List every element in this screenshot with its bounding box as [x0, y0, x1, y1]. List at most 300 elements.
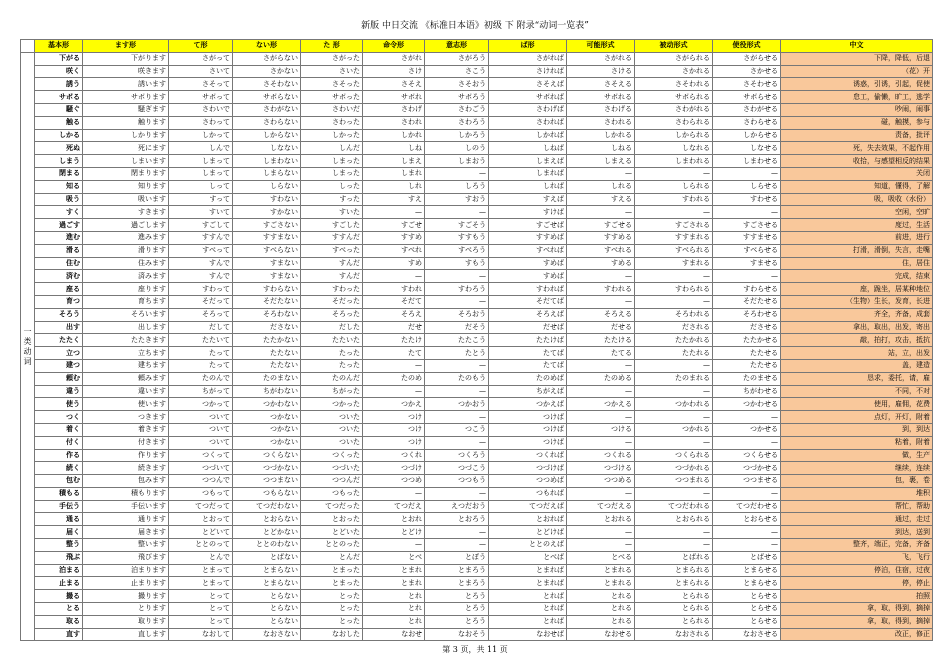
table-cell: つかわせる: [713, 398, 781, 411]
chinese-cell: 拍照: [781, 590, 933, 603]
table-cell: サボらない: [233, 91, 301, 104]
table-cell: しまわせる: [713, 155, 781, 168]
table-cell: —: [567, 206, 635, 219]
table-cell: だした: [301, 321, 363, 334]
table-cell: 下がります: [83, 52, 169, 65]
base-form-cell: 進む: [35, 231, 83, 244]
table-cell: つかった: [301, 398, 363, 411]
table-cell: たて: [363, 347, 425, 360]
table-cell: すまない: [233, 257, 301, 270]
table-cell: 出します: [83, 321, 169, 334]
table-cell: すえば: [489, 193, 567, 206]
table-cell: とおろう: [425, 513, 489, 526]
base-form-cell: 撮る: [35, 590, 83, 603]
table-cell: しかれる: [567, 129, 635, 142]
table-cell: たのんだ: [301, 372, 363, 385]
base-form-cell: つく: [35, 411, 83, 424]
table-cell: とまられる: [635, 577, 713, 590]
table-cell: —: [635, 295, 713, 308]
table-cell: とばせる: [713, 551, 781, 564]
table-cell: —: [363, 487, 425, 500]
table-cell: すって: [169, 193, 233, 206]
col-header: ない形: [233, 40, 301, 53]
table-cell: すえ: [363, 193, 425, 206]
table-cell: とれる: [567, 590, 635, 603]
table-cell: しまった: [301, 167, 363, 180]
table-cell: サボれば: [489, 91, 567, 104]
table-cell: てつだわない: [233, 500, 301, 513]
table-cell: さわいで: [169, 103, 233, 116]
table-cell: すきます: [83, 206, 169, 219]
table-cell: たたかせる: [713, 334, 781, 347]
base-form-cell: 誘う: [35, 78, 83, 91]
chinese-cell: 前进，进行: [781, 231, 933, 244]
col-header: ます形: [83, 40, 169, 53]
table-cell: とります: [83, 603, 169, 616]
table-cell: たたせる: [713, 359, 781, 372]
table-cell: —: [425, 436, 489, 449]
table-cell: とって: [169, 615, 233, 628]
table-cell: ととのわない: [233, 539, 301, 552]
table-cell: 違います: [83, 385, 169, 398]
table-cell: たのませる: [713, 372, 781, 385]
table-cell: すごせる: [567, 219, 635, 232]
page-title: 新版 中日交流 《标准日本语》初级 下 附录“动词一览表”: [361, 21, 589, 31]
table-cell: —: [567, 436, 635, 449]
table-cell: 届きます: [83, 526, 169, 539]
table-row: [21, 462, 933, 475]
table-cell: たのまない: [233, 372, 301, 385]
chinese-cell: 使用，雇佣，花费: [781, 398, 933, 411]
table-cell: とれ: [363, 590, 425, 603]
table-cell: 済みます: [83, 270, 169, 283]
table-cell: つづけば: [489, 462, 567, 475]
verb-group-label: 一类动词: [21, 52, 35, 641]
chinese-cell: 点灯，开灯，附着: [781, 411, 933, 424]
table-cell: たたいた: [301, 334, 363, 347]
table-cell: つかない: [233, 436, 301, 449]
table-cell: そろって: [169, 308, 233, 321]
table-cell: すめば: [489, 270, 567, 283]
table-cell: —: [567, 270, 635, 283]
table-cell: しねる: [567, 142, 635, 155]
table-cell: だせる: [567, 321, 635, 334]
table-cell: —: [363, 359, 425, 372]
table-cell: つけ: [363, 436, 425, 449]
table-cell: さかない: [233, 65, 301, 78]
table-cell: —: [713, 436, 781, 449]
base-form-cell: 過ごす: [35, 219, 83, 232]
table-cell: つくった: [301, 449, 363, 462]
table-cell: たたかない: [233, 334, 301, 347]
table-cell: 整います: [83, 539, 169, 552]
table-cell: —: [713, 411, 781, 424]
base-form-cell: 下がる: [35, 52, 83, 65]
table-cell: しかれば: [489, 129, 567, 142]
table-cell: すすめば: [489, 231, 567, 244]
table-cell: 着きます: [83, 423, 169, 436]
table-cell: しれる: [567, 180, 635, 193]
base-form-cell: しまう: [35, 155, 83, 168]
table-cell: すわらせる: [713, 283, 781, 296]
table-cell: とまらせる: [713, 564, 781, 577]
table-cell: さわげ: [363, 103, 425, 116]
table-cell: ととのえば: [489, 539, 567, 552]
table-cell: すごされる: [635, 219, 713, 232]
table-cell: —: [635, 167, 713, 180]
chinese-cell: 诱惑，引诱，引起，促使: [781, 78, 933, 91]
chinese-cell: 堆积: [781, 487, 933, 500]
table-cell: とおれば: [489, 513, 567, 526]
table-cell: とられる: [635, 603, 713, 616]
table-cell: さかせる: [713, 65, 781, 78]
table-row: [21, 475, 933, 488]
table-cell: とばない: [233, 551, 301, 564]
table-cell: なおせ: [363, 628, 425, 641]
table-cell: とらない: [233, 603, 301, 616]
base-form-cell: 包む: [35, 475, 83, 488]
col-header: 命令形: [363, 40, 425, 53]
table-cell: たてば: [489, 359, 567, 372]
base-form-cell: 咲く: [35, 65, 83, 78]
table-cell: とどけば: [489, 526, 567, 539]
table-cell: とった: [301, 590, 363, 603]
table-cell: 手伝います: [83, 500, 169, 513]
table-cell: すすめる: [567, 231, 635, 244]
table-cell: 飛びます: [83, 551, 169, 564]
table-cell: とまれ: [363, 577, 425, 590]
table-cell: とどけ: [363, 526, 425, 539]
base-form-cell: 座る: [35, 283, 83, 296]
table-cell: しまらない: [233, 167, 301, 180]
table-cell: たって: [169, 347, 233, 360]
chinese-cell: 吸，吸收（水份）: [781, 193, 933, 206]
table-cell: —: [635, 487, 713, 500]
table-cell: 育ちます: [83, 295, 169, 308]
base-form-cell: 死ぬ: [35, 142, 83, 155]
table-cell: サボろう: [425, 91, 489, 104]
table-cell: 直します: [83, 628, 169, 641]
table-cell: すいた: [301, 206, 363, 219]
table-row: [21, 487, 933, 500]
table-cell: サボれ: [363, 91, 425, 104]
table-cell: さわげば: [489, 103, 567, 116]
table-cell: —: [363, 270, 425, 283]
table-cell: だそう: [425, 321, 489, 334]
chinese-cell: 拿出，取出，出发，寄出: [781, 321, 933, 334]
table-row: [21, 129, 933, 142]
table-cell: つくろう: [425, 449, 489, 462]
table-cell: すませる: [713, 257, 781, 270]
table-cell: たたいて: [169, 334, 233, 347]
table-cell: すすまない: [233, 231, 301, 244]
table-cell: つつめ: [363, 475, 425, 488]
table-cell: とどいて: [169, 526, 233, 539]
table-cell: とんで: [169, 551, 233, 564]
table-cell: すまれる: [635, 257, 713, 270]
table-cell: てつだえる: [567, 500, 635, 513]
table-cell: とおれる: [567, 513, 635, 526]
base-form-cell: 騒ぐ: [35, 103, 83, 116]
table-cell: すわれる: [567, 283, 635, 296]
table-row: [21, 52, 933, 65]
table-cell: すけば: [489, 206, 567, 219]
table-cell: ちがわせる: [713, 385, 781, 398]
table-cell: つけば: [489, 423, 567, 436]
table-cell: すべった: [301, 244, 363, 257]
table-cell: つくれば: [489, 449, 567, 462]
base-form-cell: 立つ: [35, 347, 83, 360]
table-row: [21, 423, 933, 436]
table-cell: —: [425, 167, 489, 180]
table-cell: —: [635, 270, 713, 283]
col-header: 使役形式: [713, 40, 781, 53]
table-cell: とまろう: [425, 577, 489, 590]
base-form-cell: 直す: [35, 628, 83, 641]
table-cell: 座ります: [83, 283, 169, 296]
chinese-cell: 完成，结束: [781, 270, 933, 283]
table-cell: とまれば: [489, 564, 567, 577]
table-cell: —: [425, 539, 489, 552]
chinese-cell: 盖，建造: [781, 359, 933, 372]
verb-table-body: [21, 52, 933, 641]
table-cell: とろう: [425, 603, 489, 616]
table-cell: つかせる: [713, 423, 781, 436]
table-cell: すわせる: [713, 193, 781, 206]
table-cell: —: [567, 411, 635, 424]
table-cell: すごさない: [233, 219, 301, 232]
table-cell: ととのって: [169, 539, 233, 552]
table-cell: さそえば: [489, 78, 567, 91]
chinese-cell: 站，立，出发: [781, 347, 933, 360]
table-row: [21, 155, 933, 168]
table-cell: そろった: [301, 308, 363, 321]
table-cell: つつもう: [425, 475, 489, 488]
table-cell: しらない: [233, 180, 301, 193]
table-cell: すべらせる: [713, 244, 781, 257]
table-cell: さそおう: [425, 78, 489, 91]
table-cell: さがれる: [567, 52, 635, 65]
table-cell: 過ごします: [83, 219, 169, 232]
table-cell: 咲きます: [83, 65, 169, 78]
chinese-cell: 到，到达: [781, 423, 933, 436]
table-cell: たてば: [489, 347, 567, 360]
table-cell: とれ: [363, 615, 425, 628]
table-row: [21, 257, 933, 270]
chinese-cell: 停，停止: [781, 577, 933, 590]
table-cell: とまれる: [567, 577, 635, 590]
table-cell: つくれ: [363, 449, 425, 462]
table-cell: つくって: [169, 449, 233, 462]
table-cell: しまれ: [363, 167, 425, 180]
table-cell: 作ります: [83, 449, 169, 462]
table-cell: たった: [301, 347, 363, 360]
table-cell: すめば: [489, 257, 567, 270]
table-cell: てつだった: [301, 500, 363, 513]
table-cell: しかろう: [425, 129, 489, 142]
table-cell: ちがった: [301, 385, 363, 398]
table-cell: すすませる: [713, 231, 781, 244]
table-cell: つけば: [489, 411, 567, 424]
table-cell: つつんだ: [301, 475, 363, 488]
table-cell: しかった: [301, 129, 363, 142]
header-row: [21, 40, 933, 53]
chinese-cell: 齐全，齐备，成套: [781, 308, 933, 321]
table-cell: すわって: [169, 283, 233, 296]
table-cell: とまって: [169, 564, 233, 577]
table-cell: しなれる: [635, 142, 713, 155]
table-cell: —: [713, 206, 781, 219]
table-cell: すごせ: [363, 219, 425, 232]
base-form-cell: 触る: [35, 116, 83, 129]
base-form-cell: 滑る: [35, 244, 83, 257]
table-row: [21, 244, 933, 257]
table-cell: 包みます: [83, 475, 169, 488]
table-cell: すもう: [425, 257, 489, 270]
base-form-cell: 済む: [35, 270, 83, 283]
table-cell: さわろう: [425, 116, 489, 129]
table-cell: そろえば: [489, 308, 567, 321]
table-cell: しのう: [425, 142, 489, 155]
chinese-cell: 停泊，住宿，过夜: [781, 564, 933, 577]
table-row: [21, 308, 933, 321]
table-cell: —: [713, 167, 781, 180]
table-cell: しまって: [169, 155, 233, 168]
table-cell: —: [567, 385, 635, 398]
table-row: [21, 372, 933, 385]
chinese-cell: 死，失去效果，不起作用: [781, 142, 933, 155]
table-cell: サボります: [83, 91, 169, 104]
table-row: [21, 295, 933, 308]
chinese-cell: 包，裹，卷: [781, 475, 933, 488]
table-cell: さわがない: [233, 103, 301, 116]
table-cell: そだたせる: [713, 295, 781, 308]
table-cell: とられる: [635, 590, 713, 603]
table-cell: つかれる: [635, 423, 713, 436]
table-cell: つけ: [363, 411, 425, 424]
base-form-cell: 育つ: [35, 295, 83, 308]
table-cell: とった: [301, 603, 363, 616]
table-cell: ついて: [169, 436, 233, 449]
table-cell: とばれる: [635, 551, 713, 564]
table-cell: たたかれる: [635, 334, 713, 347]
table-cell: 住みます: [83, 257, 169, 270]
chinese-cell: 改正，修正: [781, 628, 933, 641]
table-cell: とろう: [425, 615, 489, 628]
table-cell: たのもう: [425, 372, 489, 385]
table-cell: たたける: [567, 334, 635, 347]
table-cell: とおった: [301, 513, 363, 526]
table-cell: なおされる: [635, 628, 713, 641]
table-cell: さわがせる: [713, 103, 781, 116]
table-cell: しれば: [489, 180, 567, 193]
table-cell: 知ります: [83, 180, 169, 193]
table-cell: さこう: [425, 65, 489, 78]
col-header: 中文: [781, 40, 933, 53]
table-cell: そだてば: [489, 295, 567, 308]
table-cell: たのめ: [363, 372, 425, 385]
table-cell: とまれば: [489, 577, 567, 590]
table-cell: 積もります: [83, 487, 169, 500]
table-cell: すべって: [169, 244, 233, 257]
table-cell: てつだわれる: [635, 500, 713, 513]
table-cell: さわがれる: [635, 103, 713, 116]
table-row: [21, 231, 933, 244]
table-cell: そだって: [169, 295, 233, 308]
table-cell: とれる: [567, 603, 635, 616]
table-cell: つつまない: [233, 475, 301, 488]
table-cell: —: [635, 436, 713, 449]
table-cell: つかえば: [489, 398, 567, 411]
table-cell: とって: [169, 603, 233, 616]
table-cell: つけば: [489, 436, 567, 449]
table-cell: すべろう: [425, 244, 489, 257]
table-cell: すめる: [567, 257, 635, 270]
table-cell: —: [713, 539, 781, 552]
table-cell: たたない: [233, 359, 301, 372]
table-cell: さわれる: [567, 116, 635, 129]
table-cell: しまって: [169, 167, 233, 180]
base-form-cell: 手伝う: [35, 500, 83, 513]
table-cell: しまれば: [489, 167, 567, 180]
table-cell: たとう: [425, 347, 489, 360]
table-cell: さわられる: [635, 116, 713, 129]
table-cell: とんだ: [301, 551, 363, 564]
table-cell: —: [635, 385, 713, 398]
table-row: [21, 513, 933, 526]
table-row: [21, 359, 933, 372]
table-row: [21, 193, 933, 206]
table-cell: つづかれる: [635, 462, 713, 475]
table-cell: すんだ: [301, 270, 363, 283]
table-cell: 触ります: [83, 116, 169, 129]
table-cell: さそえ: [363, 78, 425, 91]
table-cell: すすんで: [169, 231, 233, 244]
table-cell: しって: [169, 180, 233, 193]
table-cell: しかられる: [635, 129, 713, 142]
table-cell: さわごう: [425, 103, 489, 116]
table-cell: すんで: [169, 257, 233, 270]
table-cell: つもって: [169, 487, 233, 500]
base-form-cell: 届く: [35, 526, 83, 539]
table-cell: なおした: [301, 628, 363, 641]
base-form-cell: 知る: [35, 180, 83, 193]
table-cell: とろう: [425, 590, 489, 603]
table-row: [21, 270, 933, 283]
table-row: [21, 551, 933, 564]
base-form-cell: 泊まる: [35, 564, 83, 577]
table-cell: とまらない: [233, 577, 301, 590]
chinese-cell: 拿，取，得到，摘掉: [781, 603, 933, 616]
chinese-cell: 怠工，偷懒，旷工，逃学: [781, 91, 933, 104]
table-cell: サボられる: [635, 91, 713, 104]
table-cell: とらない: [233, 615, 301, 628]
table-cell: つづこう: [425, 462, 489, 475]
table-cell: 通ります: [83, 513, 169, 526]
table-row: [21, 577, 933, 590]
table-row: [21, 283, 933, 296]
table-cell: 立ちます: [83, 347, 169, 360]
base-form-cell: たたく: [35, 334, 83, 347]
table-cell: すごさせる: [713, 219, 781, 232]
chinese-cell: 座，跪坐，居某种地位: [781, 283, 933, 296]
table-row: [21, 321, 933, 334]
table-row: [21, 564, 933, 577]
table-cell: てつだって: [169, 500, 233, 513]
base-form-cell: 続く: [35, 462, 83, 475]
table-cell: さがらない: [233, 52, 301, 65]
table-cell: 滑ります: [83, 244, 169, 257]
